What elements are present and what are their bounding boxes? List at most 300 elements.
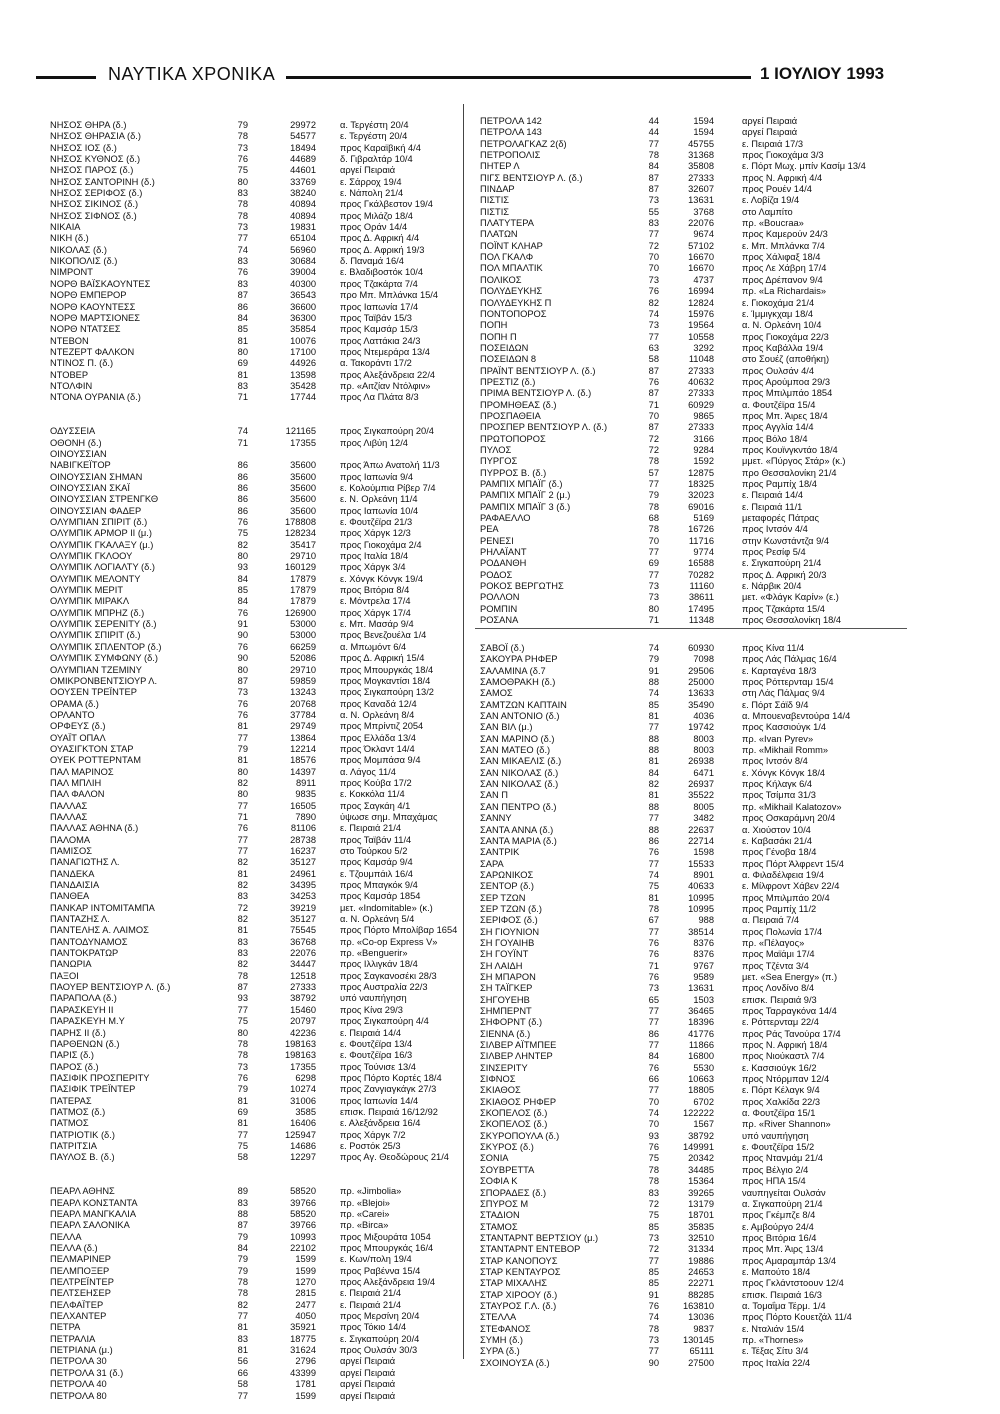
position-note: προς Πόρτο Κουετζάλ 11/4	[742, 1312, 852, 1323]
position-note: προς Ιντσόν 4/4	[742, 524, 808, 535]
position-note: προς Μπουργκάς 18/4	[340, 664, 434, 675]
build-year: 82	[648, 779, 659, 790]
list-item	[480, 479, 970, 490]
tonnage: 1598	[693, 847, 714, 858]
ship-name: ΣΥΡΑ (δ.)	[480, 1346, 520, 1357]
position-note: πρ. «Πέλαγος»	[742, 937, 805, 948]
tonnage: 37784	[290, 709, 316, 720]
list-item	[480, 1346, 970, 1357]
build-year: 87	[237, 675, 248, 686]
list-item	[480, 643, 970, 654]
ship-name: ΣΟΝΙΑ	[480, 1153, 509, 1164]
tonnage: 130145	[682, 1334, 714, 1345]
spacer	[50, 1175, 458, 1186]
tonnage: 11048	[688, 354, 714, 365]
build-year: 83	[648, 218, 659, 229]
ship-name: ΠΕΑΡΛ ΑΘΗΝΣ	[50, 1186, 115, 1197]
position-note: ε. Γιοκοχάμα 21/4	[742, 297, 815, 308]
position-note: προς Τούνισε 13/4	[340, 1061, 416, 1072]
ship-name: ΠΕΛΛΑ	[50, 1231, 82, 1242]
position-note: προς Χαλκίδα 22/3	[742, 1096, 821, 1107]
build-year: 81	[237, 1095, 248, 1106]
ship-name: ΣΕΝΤΟΡ (δ.)	[480, 881, 534, 892]
list-item	[50, 211, 458, 222]
build-year: 73	[648, 581, 659, 592]
ship-name: ΝΙΚΟΛΑΣ (δ.)	[50, 244, 107, 255]
position-note: προς Σιγκαπούρη 13/2	[340, 687, 434, 698]
ship-name: ΠΟΛ ΓΚΑΛΦ	[480, 252, 534, 263]
position-note: ε. Αλεξάνδρεια 16/4	[340, 1118, 421, 1129]
tonnage: 13631	[688, 983, 714, 994]
ship-name: ΣΑΝ ΝΙΚΟΛΑΣ (δ.)	[480, 767, 559, 778]
tonnage: 70282	[688, 569, 714, 580]
ship-name: ΡΑΜΠΙΧ ΜΠΑΪΓ (δ.)	[480, 479, 563, 489]
position-note: προς Οράν 14/4	[340, 222, 408, 233]
list-item	[480, 938, 970, 949]
tonnage: 88285	[688, 1289, 714, 1300]
list-item	[480, 377, 970, 388]
page-header	[0, 64, 1000, 94]
position-note: προς Αρούμποα 29/3	[742, 376, 831, 387]
list-item	[50, 540, 458, 551]
tonnage: 3768	[693, 206, 714, 217]
tonnage: 9767	[693, 960, 714, 971]
position-note: ε. Σάρροχ 19/4	[340, 176, 402, 187]
tonnage: 27333	[290, 982, 316, 993]
list-item	[480, 116, 970, 127]
ship-name: ΣΥΜΗ (δ.)	[480, 1334, 523, 1345]
list-item	[50, 903, 458, 914]
list-item	[50, 381, 458, 392]
ship-name: ΠΕΤΡΟΛΑ 80	[50, 1390, 107, 1401]
position-note: ε. Φουτζέϊρα 16/3	[340, 1050, 413, 1061]
build-year: 76	[237, 267, 248, 278]
build-year: 77	[237, 846, 248, 856]
tonnage: 18775	[290, 1333, 316, 1344]
position-note: πρ. «Co-op Express V»	[340, 936, 438, 947]
ship-name: ΠΑΤΕΡΑΣ	[50, 1095, 92, 1106]
list-item	[50, 1379, 458, 1390]
build-year: 74	[648, 308, 659, 319]
list-item	[480, 688, 970, 699]
position-note: προ Θεσσαλονίκη 21/4	[742, 467, 837, 478]
position-note: πρ. «Benguerir»	[340, 948, 408, 959]
position-note: αργεί Πειραιά	[340, 165, 396, 176]
ship-name: ΟΙΝΟΥΣΣΙΑΝ	[50, 448, 107, 459]
list-item	[50, 528, 458, 539]
list-item	[480, 218, 970, 229]
list-item	[50, 290, 458, 301]
tonnage: 33769	[290, 176, 316, 187]
tonnage: 1781	[295, 1379, 316, 1390]
list-item	[50, 1254, 458, 1265]
ship-name: ΠΡΟΣΠΑΘΕΙΑ	[480, 410, 541, 421]
ship-name: ΠΕΛΤΡΕΪΝΤΕΡ	[50, 1277, 114, 1288]
tonnage: 26938	[688, 756, 714, 767]
list-item	[50, 778, 458, 789]
ship-name: ΣΗ ΤΑΪΓΚΕΡ	[480, 983, 533, 994]
build-year: 91	[648, 1289, 659, 1300]
ship-name: ΠΑΛΛΑΣ	[50, 811, 88, 822]
position-note: προς Αλεξάνδρεια 19/4	[340, 1277, 436, 1288]
ship-name: ΟΡΑΜΑ (δ.)	[50, 698, 99, 709]
build-year: 77	[648, 1085, 659, 1096]
build-year: 83	[237, 936, 248, 947]
list-item	[50, 472, 458, 483]
position-note: ε. Χόνγκ Κόνγκ 19/4	[340, 573, 424, 584]
list-item	[480, 1085, 970, 1096]
list-item	[480, 1335, 970, 1346]
tonnage: 13179	[688, 1198, 714, 1209]
tonnage: 5169	[693, 513, 714, 524]
list-item	[50, 1277, 458, 1288]
build-year: 80	[648, 603, 659, 614]
position-note: ε. Νάρβικ 20/4	[742, 581, 802, 592]
ship-name: ΠΑΛ ΜΠΛΙΗ	[50, 777, 102, 788]
ship-name: ΝΗΣΟΣ ΣΑΝΤΟΡΙΝΗ (δ.)	[50, 176, 155, 187]
ship-name: ΣΑΝ ΠΕΝΤΡΟ (δ.)	[480, 801, 557, 812]
list-item	[480, 1063, 970, 1074]
position-note: στη Λάς Πάλμας 9/4	[742, 688, 825, 699]
list-item	[480, 173, 970, 184]
build-year: 84	[237, 312, 248, 323]
position-note: προς Ιαπωνία 14/4	[340, 1095, 419, 1106]
list-item	[480, 343, 970, 354]
list-item	[50, 812, 458, 823]
ship-name: ΟΛΥΜΠΙΚ ΓΚΑΛΑΞΥ (μ.)	[50, 539, 154, 550]
tonnage: 31624	[290, 1345, 316, 1356]
build-year: 76	[648, 1062, 659, 1073]
build-year: 77	[648, 858, 659, 869]
build-year: 76	[648, 286, 659, 297]
build-year: 79	[237, 1254, 248, 1265]
ship-name: ΣΑΝΤΑ ΑΝΝΑ (δ.)	[480, 824, 554, 835]
list-item	[480, 1324, 970, 1335]
ship-name: ΣΗ ΓΟΥΑΙΗΒ	[480, 937, 535, 948]
list-item	[480, 949, 970, 960]
build-year: 81	[648, 756, 659, 767]
list-item	[480, 1312, 970, 1323]
tonnage: 22637	[688, 824, 714, 835]
ship-name: ΝΤΟΝΑ ΟΥΡΑΝΙΑ (δ.)	[50, 392, 141, 403]
build-year: 77	[648, 722, 659, 733]
list-item	[50, 1220, 458, 1231]
position-note: προς Αυστραλία 22/3	[340, 982, 428, 993]
ship-name: ΟΙΝΟΥΣΣΙΑΝ ΣΗΜΑΝ	[50, 471, 143, 482]
position-note: προς Ιντσόν 8/4	[742, 756, 808, 767]
position-note: πρ. «Ivan Pyrev»	[742, 733, 814, 744]
build-year: 77	[648, 479, 659, 489]
ship-name: ΠΟΣΕΙΔΩΝ	[480, 342, 529, 353]
list-item	[480, 961, 970, 972]
tonnage: 13631	[688, 195, 714, 206]
list-item	[50, 483, 458, 494]
position-note: μετ. «Indomitable» (κ.)	[340, 902, 433, 913]
list-item	[50, 1345, 458, 1356]
position-note: υπό ναυπήγηση	[340, 993, 407, 1004]
list-item	[50, 1311, 458, 1322]
build-year: 78	[237, 970, 248, 981]
build-year: 76	[648, 847, 659, 858]
tonnage: 29506	[688, 665, 714, 676]
build-year: 82	[237, 880, 248, 891]
list-item	[480, 354, 970, 365]
section-divider	[475, 628, 907, 629]
position-note: προς Αγ. Θεοδώρους 21/4	[340, 1152, 449, 1163]
position-note: ε. Καβασάκι 21/4	[742, 835, 812, 846]
build-year: 70	[648, 535, 659, 546]
build-year: 71	[648, 960, 659, 971]
list-item	[50, 1322, 458, 1333]
position-note: ε. Μόντρελα 17/4	[340, 596, 411, 607]
list-item	[480, 286, 970, 297]
build-year: 78	[237, 1038, 248, 1049]
ship-name: ΣΤΑΥΡΟΣ Γ.Λ. (δ.)	[480, 1300, 557, 1311]
build-year: 81	[237, 1345, 248, 1356]
list-item	[480, 836, 970, 847]
tonnage: 3482	[693, 813, 714, 824]
build-year: 83	[237, 891, 248, 902]
position-note: προς Ταϊβάν 11/4	[340, 834, 412, 845]
ship-name: ΠΑΣΙΦΙΚ ΠΡΟΣΠΕΡΙΤΥ	[50, 1072, 150, 1083]
build-year: 79	[237, 120, 248, 130]
position-note: προς Πόρτ Άλφρεντ 15/4	[742, 858, 844, 869]
list-item	[480, 298, 970, 309]
build-year: 58	[237, 1152, 248, 1163]
tonnage: 22076	[290, 948, 316, 959]
list-item	[50, 733, 458, 744]
tonnage: 35600	[290, 460, 316, 471]
position-note: ε. Πειραιά 21/4	[340, 1299, 402, 1310]
list-item	[50, 869, 458, 880]
tonnage: 35522	[688, 790, 714, 801]
build-year: 81	[237, 755, 248, 766]
tonnage: 31334	[688, 1244, 714, 1255]
tonnage: 14686	[290, 1140, 316, 1151]
ship-name: ΟΥΑΪΤ ΟΠΑΛ	[50, 732, 106, 743]
tonnage: 10663	[688, 1074, 714, 1085]
ship-name: ΣΑΡΑ	[480, 858, 504, 869]
position-note: προς Άπω Ανατολή 11/3	[340, 460, 440, 471]
ship-name: ΡΑΜΠΙΧ ΜΠΑΪΓ 3 (δ.)	[480, 501, 571, 512]
list-item	[50, 857, 458, 868]
ship-name: ΠΑΡΟΣ (δ.)	[50, 1061, 99, 1072]
position-note: προς Ντανμάμ 21/4	[742, 1153, 823, 1164]
tonnage: 53000	[290, 630, 316, 641]
tonnage: 59859	[290, 675, 316, 686]
ship-name: ΟΛΥΜΠΙΚ ΑΡΜΟΡ ΙΙ (μ.)	[50, 528, 152, 539]
build-year: 58	[237, 1379, 248, 1390]
position-note: προς Βόλο 18/4	[742, 433, 808, 444]
build-year: 85	[648, 699, 659, 710]
build-year: 77	[648, 1346, 659, 1357]
list-item	[480, 547, 970, 558]
position-note: προς Τζακάρτα 7/4	[340, 278, 418, 289]
column-divider	[463, 104, 464, 1359]
tonnage: 26937	[688, 779, 714, 790]
position-note: ε. Πόρτ Σάϊδ 9/4	[742, 699, 809, 710]
build-year: 78	[648, 456, 659, 467]
position-note: προ Μπ. Μπλάνκα 15/4	[340, 290, 439, 301]
tonnage: 9774	[693, 547, 714, 558]
ship-name: ΣΑΡΩΝΙΚΟΣ	[480, 869, 534, 880]
tonnage: 3292	[693, 342, 714, 353]
tonnage: 16800	[688, 1051, 714, 1062]
tonnage: 11716	[688, 535, 714, 546]
build-year: 88	[648, 801, 659, 812]
build-year: 68	[648, 513, 659, 524]
ship-name: ΠΟΠΗ	[480, 320, 508, 331]
position-note: ε. Μπ. Μπλάνκα 7/4	[742, 240, 825, 251]
tonnage: 17495	[688, 603, 714, 614]
list-item	[480, 320, 970, 331]
tonnage: 38792	[290, 993, 316, 1004]
tonnage: 1594	[693, 116, 714, 126]
ship-name: ΠΕΑΡΛ ΜΑΝΓΚΑΛΙΑ	[50, 1209, 137, 1219]
position-note: προς Καβάλλα 19/4	[742, 342, 824, 353]
list-item	[50, 1186, 458, 1197]
list-item	[50, 370, 458, 381]
position-note: προς Ντεμεράρα 13/4	[340, 346, 430, 357]
list-item	[50, 506, 458, 517]
tonnage: 11866	[688, 1040, 714, 1051]
ship-name: ΣΑΚΟΥΡΑ ΡΗΦΕΡ	[480, 654, 558, 665]
list-item	[480, 161, 970, 172]
position-note: ε. Πειραιά 21/4	[340, 823, 402, 834]
tonnage: 40633	[688, 881, 714, 892]
ship-name: ΝΟΡΘ ΚΑΟΥΝΤΕΣΣ	[50, 301, 136, 312]
tonnage: 10076	[290, 335, 316, 346]
build-year: 75	[237, 165, 248, 176]
list-item	[50, 449, 458, 460]
tonnage: 34447	[290, 959, 316, 970]
build-year: 74	[648, 869, 659, 880]
ship-name: ΣΟΦΙΑ Κ	[480, 1176, 518, 1187]
build-year: 69	[648, 558, 659, 569]
tonnage: 1567	[693, 1119, 714, 1130]
ship-name: ΠΕΤΡΑΛΙΑ	[50, 1333, 96, 1344]
tonnage: 9835	[295, 789, 316, 800]
list-item	[480, 263, 970, 274]
ship-name: ΝΗΣΟΣ ΚΥΘΝΟΣ (δ.)	[50, 154, 141, 165]
build-year: 77	[237, 1390, 248, 1401]
list-item	[50, 585, 458, 596]
position-note: ε. Πόρτ Μωχ. μπίν Κασίμ 13/4	[742, 161, 866, 172]
ship-name: ΟΛΥΜΠΙΚ ΜΠΡΗΖ (δ.)	[50, 607, 145, 618]
tonnage: 128234	[284, 528, 316, 539]
position-note: ε. Πειραιά 17/3	[742, 138, 804, 149]
position-note: προς Λα Πλάτα 8/3	[340, 392, 419, 403]
tonnage: 121165	[285, 426, 316, 437]
build-year: 72	[648, 1244, 659, 1255]
ship-name: ΟΙΝΟΥΣΣΙΑΝ ΦΑΔΕΡ	[50, 505, 142, 516]
tonnage: 198163	[284, 1038, 316, 1049]
position-note: προς Ταϊβάν 15/3	[340, 312, 412, 323]
build-year: 81	[237, 335, 248, 346]
build-year: 80	[237, 551, 248, 562]
ship-name: ΠΕΤΡΟΛΑ 143	[480, 127, 542, 138]
build-year: 79	[237, 1265, 248, 1276]
list-item	[50, 891, 458, 902]
list-item	[50, 1118, 458, 1129]
tonnage: 43399	[290, 1367, 316, 1378]
position-note: προς Ν. Αφρική 4/4	[742, 172, 823, 183]
ship-name: ΣΤΑΝΤΑΡΝΤ ΒΕΡΤΣΙΟΥ (μ.)	[480, 1232, 599, 1243]
position-note: μετ. «Φλάγκ Καρίν» (ε.)	[742, 592, 839, 603]
list-item	[50, 1016, 458, 1027]
ship-name: ΠΑΡΑΠΟΛΑ (δ.)	[50, 993, 117, 1004]
list-item	[480, 1006, 970, 1017]
position-note: πρ. «Thornes»	[742, 1334, 804, 1345]
list-item	[480, 252, 970, 263]
right-column-top-list	[480, 116, 970, 626]
build-year: 58	[648, 354, 659, 365]
tonnage: 8901	[693, 869, 714, 880]
list-item	[480, 1199, 970, 1210]
tonnage: 39219	[290, 902, 316, 913]
list-item	[480, 229, 970, 240]
ship-name: ΣΤΑΡ ΧΙΡΟΟΥ (δ.)	[480, 1289, 558, 1300]
position-note: προς Λονδίνο 8/4	[742, 983, 815, 994]
position-note: προς Καμσάρ 9/4	[340, 857, 413, 868]
build-year: 71	[237, 437, 248, 448]
ship-name: ΡΟΛΛΟΝ	[480, 592, 520, 603]
tonnage: 32023	[688, 490, 714, 501]
build-year: 78	[237, 131, 248, 142]
build-year: 74	[648, 643, 659, 653]
ship-name: ΝΗΣΟΣ ΘΗΡΑ (δ.)	[50, 120, 127, 130]
position-note: μεταφορές Πάτρας	[742, 513, 820, 524]
list-item	[50, 1288, 458, 1299]
position-note: προς Πόρτο Μπολίβαρ 1654	[340, 925, 458, 936]
tonnage: 39265	[688, 1187, 714, 1198]
tonnage: 39766	[290, 1220, 316, 1231]
position-note: προς Χάργκ 7/2	[340, 1129, 406, 1140]
build-year: 85	[237, 324, 248, 335]
build-year: 74	[648, 1312, 659, 1323]
ship-name: ΣΤΑΡ ΚΕΝΤΑΥΡΟΣ	[480, 1266, 561, 1277]
ship-name: ΠΑΣΙΦΙΚ ΤΡΕΪΝΤΕΡ	[50, 1084, 136, 1095]
list-item	[480, 825, 970, 836]
tonnage: 38611	[688, 592, 714, 603]
tonnage: 8003	[693, 733, 714, 744]
tonnage: 24653	[688, 1266, 714, 1277]
build-year: 77	[237, 1311, 248, 1322]
tonnage: 6702	[693, 1096, 714, 1107]
position-note: προς Καμσάρ 15/3	[340, 324, 418, 335]
position-note: α. Τομαΐμα Τέρμ. 1/4	[742, 1300, 826, 1311]
tonnage: 16237	[290, 846, 316, 856]
position-note: προς Ιαπωνία 9/4	[340, 471, 414, 482]
ship-name: ΣΑΜΟΘΡΑΚΗ (δ.)	[480, 677, 556, 688]
list-item	[50, 948, 458, 959]
list-item	[480, 400, 970, 411]
ship-name: ΠΥΡΡΟΣ Β. (δ.)	[480, 467, 547, 478]
build-year: 77	[648, 229, 659, 240]
list-item	[480, 995, 970, 1006]
list-item	[480, 366, 970, 377]
position-note: α. Ν. Ορλεάνη 5/4	[340, 914, 415, 925]
build-year: 86	[237, 301, 248, 312]
list-item	[50, 143, 458, 154]
position-note: προς Κίνα 11/4	[742, 643, 805, 653]
build-year: 71	[648, 399, 659, 410]
tonnage: 34395	[290, 880, 316, 891]
list-item	[50, 358, 458, 369]
position-note: προς Κούβα 17/2	[340, 777, 412, 788]
position-note: α. Χιούστον 10/4	[742, 824, 811, 835]
build-year: 76	[648, 1142, 659, 1153]
